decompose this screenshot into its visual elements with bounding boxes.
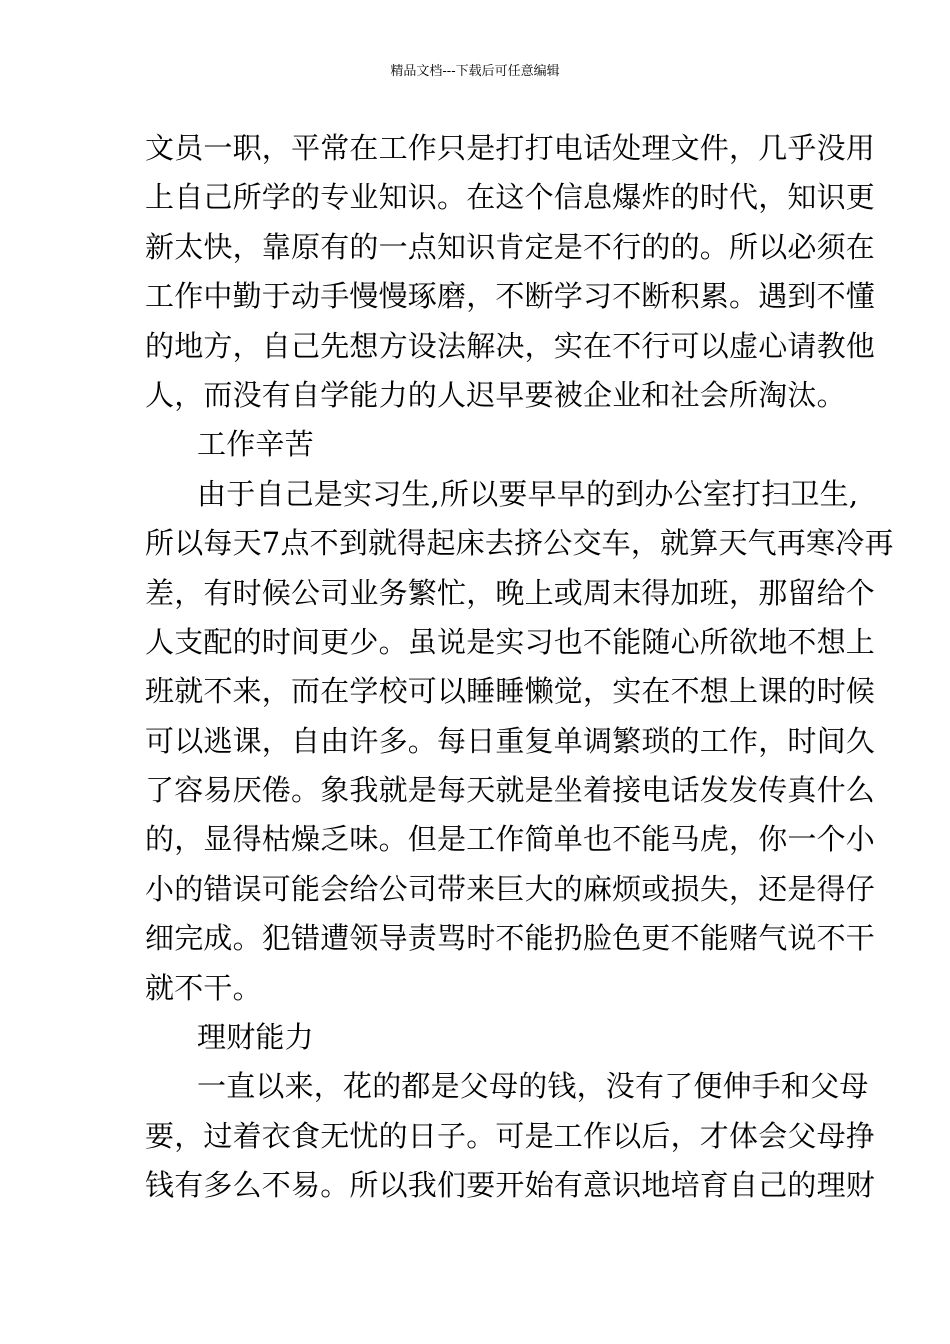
section-heading-work-hardship: 工作辛苦: [197, 427, 314, 462]
paragraph-line: 所以每天7点不到就得起床去挤公交车，就算天气再寒冷再: [145, 526, 894, 561]
paragraph-line: 差，有时候公司业务繁忙，晚上或周末得加班，那留给个: [145, 575, 876, 610]
paragraph-line: 的，显得枯燥乏味。但是工作简单也不能马虎，你一个小: [145, 822, 876, 857]
paragraph-line: 小的错误可能会给公司带来巨大的麻烦或损失，还是得仔: [145, 871, 876, 906]
paragraph-line: 就不干。: [145, 970, 262, 1005]
section-heading-financial-ability: 理财能力: [197, 1020, 314, 1055]
paragraph-line: 上自己所学的专业知识。在这个信息爆炸的时代，知识更: [145, 180, 876, 215]
paragraph-line: 一直以来，花的都是父母的钱，没有了便伸手和父母: [197, 1069, 869, 1104]
paragraph-line: 的地方，自己先想方设法解决，实在不行可以虚心请教他: [145, 328, 876, 363]
paragraph-line: 文员一职，平常在工作只是打打电话处理文件，几乎没用: [145, 131, 876, 165]
document-body: [145, 124, 894, 1211]
paragraph-line: 钱有多么不易。所以我们要开始有意识地培育自己的理财: [145, 1168, 876, 1203]
paragraph-line: 工作中勤于动手慢慢琢磨，不断学习不断积累。遇到不懂: [145, 279, 876, 314]
paragraph-line: 了容易厌倦。象我就是每天就是坐着接电话发发传真什么: [145, 773, 876, 808]
paragraph-line: 可以逃课，自由许多。每日重复单调繁琐的工作，时间久: [145, 723, 876, 758]
paragraph-line: 由于自己是实习生,所以要早早的到办公室打扫卫生,: [197, 476, 859, 511]
paragraph-line: 细完成。犯错遭领导责骂时不能扔脸色更不能赌气说不干: [145, 921, 876, 956]
paragraph-line: 人，而没有自学能力的人迟早要被企业和社会所淘汰。: [145, 377, 846, 412]
paragraph-line: 新太快，靠原有的一点知识肯定是不行的的。所以必须在: [145, 229, 876, 264]
paragraph-line: 人支配的时间更少。虽说是实习也不能随心所欲地不想上: [145, 624, 876, 659]
paragraph-line: 要，过着衣食无忧的日子。可是工作以后，才体会父母挣: [145, 1118, 876, 1153]
page-header: 精品文档---下载后可任意编辑: [390, 64, 560, 79]
paragraph-line: 班就不来，而在学校可以睡睡懒觉，实在不想上课的时候: [145, 674, 876, 709]
